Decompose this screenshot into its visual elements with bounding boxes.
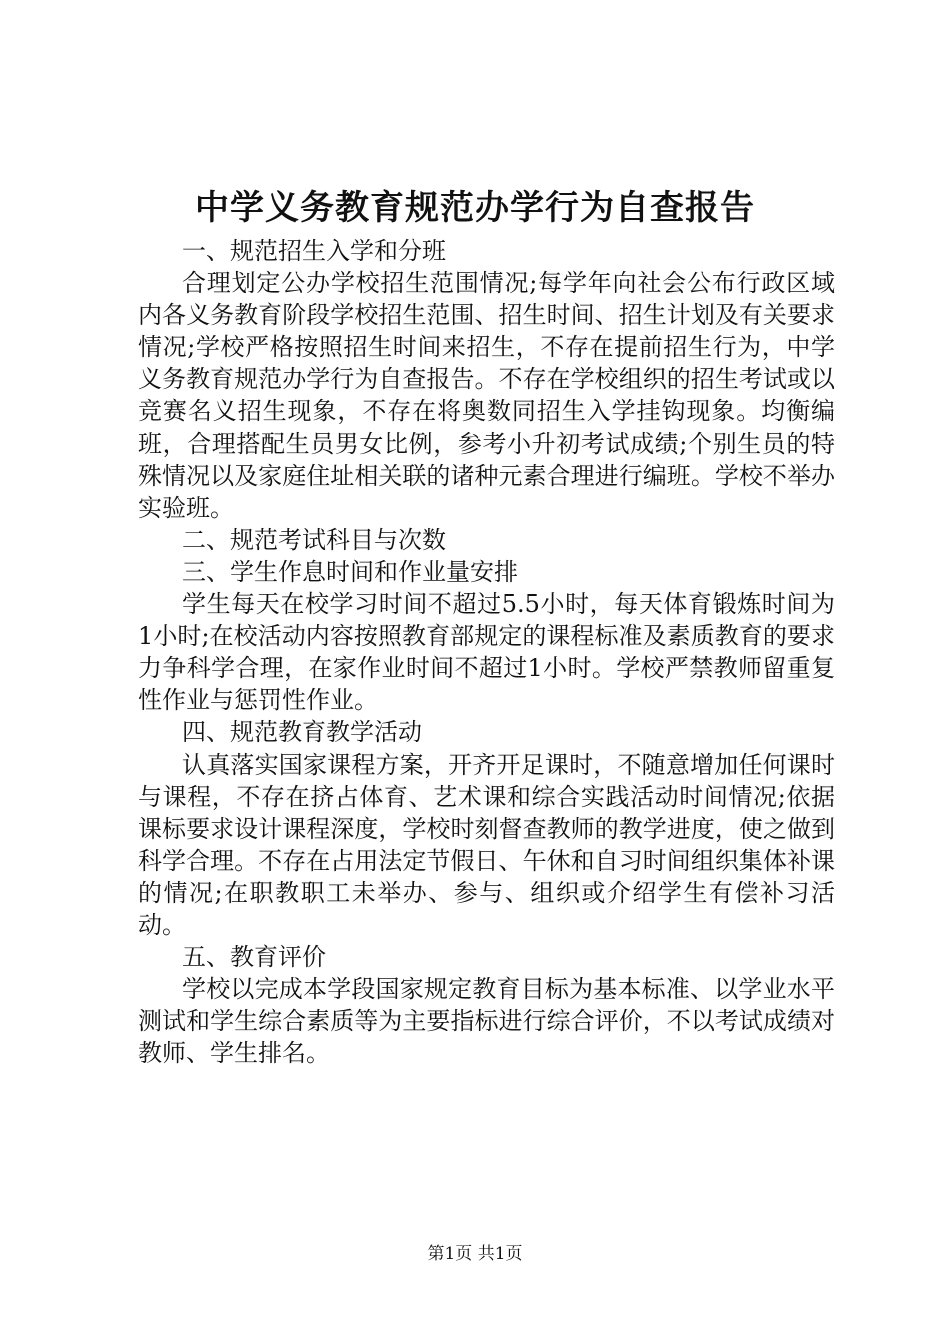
section-heading-4: 四、规范教育教学活动: [182, 718, 422, 747]
document-body: [138, 235, 835, 1069]
section-paragraph-1: 合理划定公办学校招生范围情况;每学年向社会公布行政区域内各义务教育阶段学校招生范围、招生时间、招生计划及有关要求情况;学校严格按照招生时间来招生，不存在提前招生行为，中学义务教育规范办学行为自查报告。不存在学校组织的招生考试或以竞赛名义招生现象，不存在将奥数同招生入学挂钩现象。均衡编班，合理搭配生员男女比例，参考小升初考试成绩;个别生员的特殊情况以及家庭住址相关联的诸种元素合理进行编班。学校不举办实验班。: [138, 269, 835, 522]
section-heading-5: 五、教育评价: [182, 943, 326, 972]
section-paragraph-4: 认真落实国家课程方案，开齐开足课时，不随意增加任何课时与课程，不存在挤占体育、艺术课和综合实践活动时间情况;依据课标要求设计课程深度，学校时刻督查教师的教学进度，使之做到科学合理。不存在占用法定节假日、午休和自习时间组织集体补课的情况;在职教职工未举办、参与、组织或介绍学生有偿补习活动。: [138, 750, 835, 939]
section-heading-3: 三、学生作息时间和作业量安排: [182, 557, 518, 586]
section-paragraph-5: 学校以完成本学段国家规定教育目标为基本标准、以学业水平测试和学生综合素质等为主要指标进行综合评价，不以考试成绩对教师、学生排名。: [138, 975, 835, 1068]
page-footer: 第1页 共1页: [427, 1244, 523, 1264]
section-heading-2: 二、规范考试科目与次数: [182, 525, 446, 554]
document-title: 中学义务教育规范办学行为自查报告: [195, 188, 755, 228]
section-heading-1: 一、规范招生入学和分班: [182, 237, 446, 265]
section-paragraph-3: 学生每天在校学习时间不超过5.5小时，每天体育锻炼时间为1小时;在校活动内容按照教育部规定的课程标准及素质教育的要求力争科学合理，在家作业时间不超过1小时。学校严禁教师留重复性作业与惩罚性作业。: [138, 590, 835, 715]
